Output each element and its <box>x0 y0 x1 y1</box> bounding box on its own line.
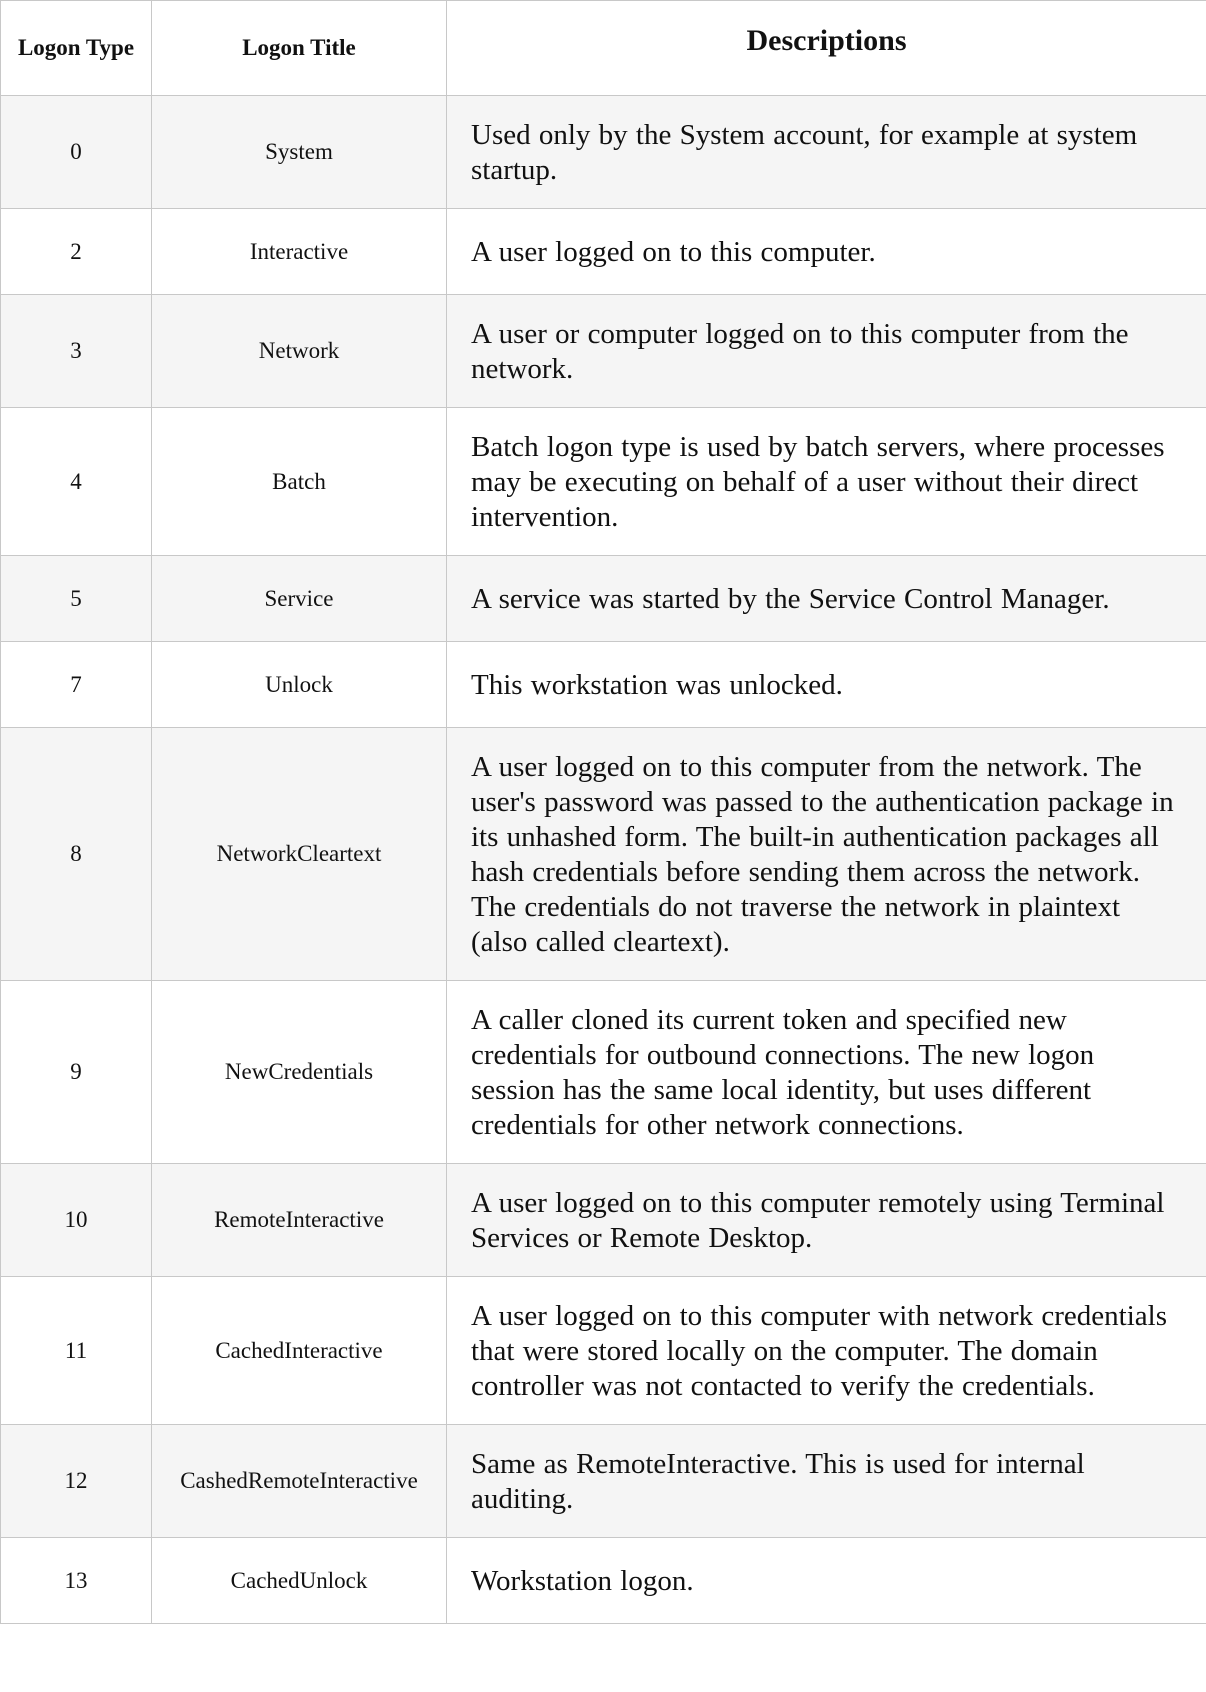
cell-logon-title: Batch <box>152 408 447 556</box>
table-header <box>1 1 1206 96</box>
cell-description: A user logged on to this computer from the network. The user's password was passed to the authentication package in its unhashed form. The built-in authentication packages all hash credentials before sending them across the network. The credentials do not traverse the network in plaintext (also called cleartext). <box>447 728 1206 981</box>
cell-logon-title: NetworkCleartext <box>152 728 447 981</box>
cell-description: A service was started by the Service Control Manager. <box>447 556 1206 642</box>
table-row <box>1 1164 1206 1277</box>
table-row <box>1 1425 1206 1538</box>
cell-logon-title: System <box>152 96 447 209</box>
table-row <box>1 728 1206 981</box>
cell-logon-title: Service <box>152 556 447 642</box>
header-logon-type: Logon Type <box>1 1 152 96</box>
cell-logon-title: CachedUnlock <box>152 1538 447 1624</box>
cell-logon-title: NewCredentials <box>152 981 447 1164</box>
cell-description: A user logged on to this computer. <box>447 209 1206 295</box>
header-row <box>1 1 1206 96</box>
cell-logon-type: 13 <box>1 1538 152 1624</box>
cell-logon-type: 9 <box>1 981 152 1164</box>
cell-description: A user or computer logged on to this computer from the network. <box>447 295 1206 408</box>
table-row <box>1 96 1206 209</box>
cell-logon-title: Network <box>152 295 447 408</box>
cell-description: Same as RemoteInteractive. This is used for internal auditing. <box>447 1425 1206 1538</box>
cell-logon-type: 3 <box>1 295 152 408</box>
table-row <box>1 642 1206 728</box>
table-row <box>1 209 1206 295</box>
cell-logon-type: 11 <box>1 1277 152 1425</box>
cell-logon-type: 12 <box>1 1425 152 1538</box>
table-row <box>1 981 1206 1164</box>
table-body <box>1 96 1206 1624</box>
cell-logon-title: Interactive <box>152 209 447 295</box>
cell-description: Workstation logon. <box>447 1538 1206 1624</box>
cell-description: Used only by the System account, for example at system startup. <box>447 96 1206 209</box>
cell-logon-type: 4 <box>1 408 152 556</box>
cell-logon-type: 5 <box>1 556 152 642</box>
cell-logon-type: 10 <box>1 1164 152 1277</box>
cell-logon-title: CachedInteractive <box>152 1277 447 1425</box>
table-row <box>1 408 1206 556</box>
cell-logon-title: RemoteInteractive <box>152 1164 447 1277</box>
cell-description: This workstation was unlocked. <box>447 642 1206 728</box>
table-row <box>1 295 1206 408</box>
cell-description: A user logged on to this computer remotely using Terminal Services or Remote Desktop. <box>447 1164 1206 1277</box>
cell-logon-type: 2 <box>1 209 152 295</box>
table-row <box>1 1538 1206 1624</box>
header-logon-title: Logon Title <box>152 1 447 96</box>
cell-logon-title: Unlock <box>152 642 447 728</box>
cell-logon-type: 7 <box>1 642 152 728</box>
cell-logon-title: CashedRemoteInteractive <box>152 1425 447 1538</box>
cell-logon-type: 0 <box>1 96 152 209</box>
cell-description: A caller cloned its current token and specified new credentials for outbound connections. The new logon session has the same local identity, but uses different credentials for other network connections. <box>447 981 1206 1164</box>
cell-description: Batch logon type is used by batch servers, where processes may be executing on behalf of a user without their direct intervention. <box>447 408 1206 556</box>
header-descriptions: Descriptions <box>447 1 1206 96</box>
table-row <box>1 556 1206 642</box>
table-row <box>1 1277 1206 1425</box>
cell-logon-type: 8 <box>1 728 152 981</box>
cell-description: A user logged on to this computer with network credentials that were stored locally on the computer. The domain controller was not contacted to verify the credentials. <box>447 1277 1206 1425</box>
